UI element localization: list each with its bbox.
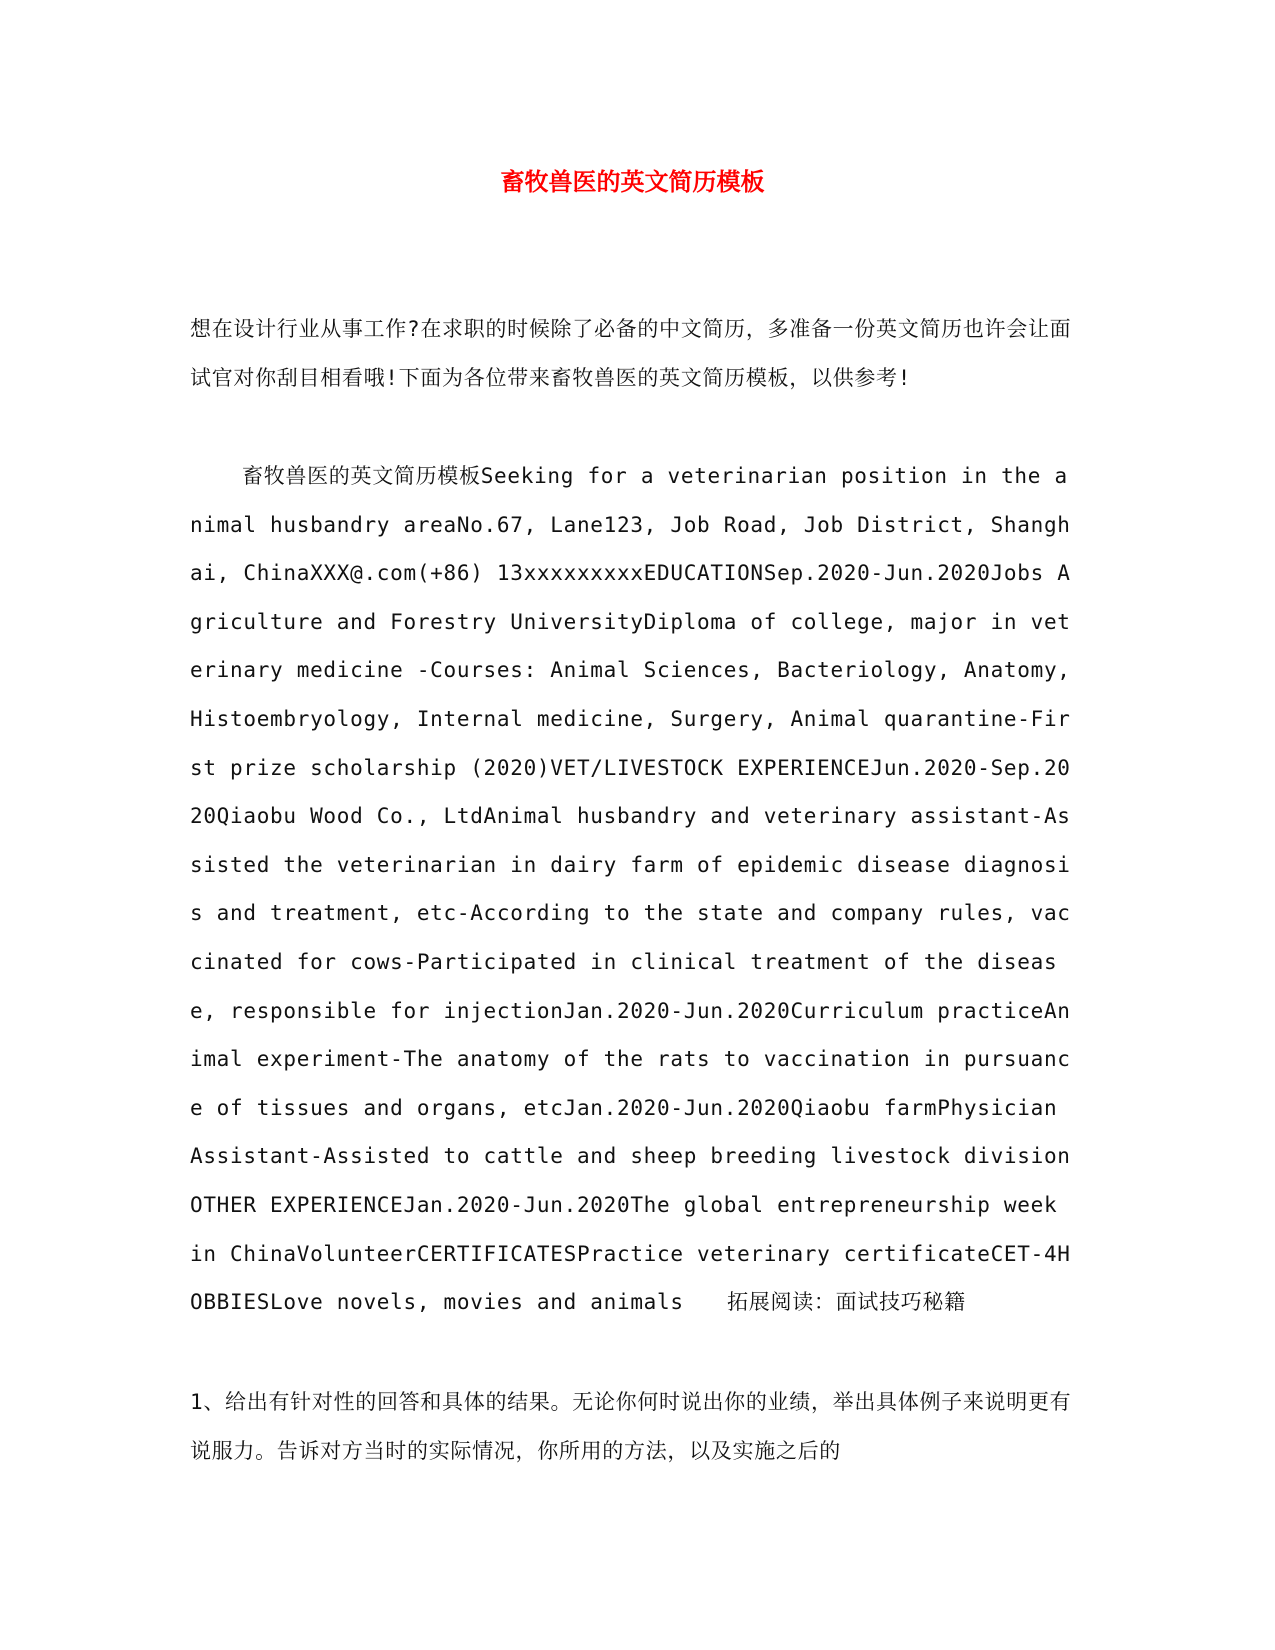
resume-paragraph: 畜牧兽医的英文简历模板Seeking for a veterinarian position in the animal husbandry areaNo.67, Lane123, Job Road, Job District, Shanghai, ChinaXXX@.com(+86) 13xxxxxxxxxEDUCATIONSep.2020-Jun.2020Jobs Agriculture and Forestry UniversityDiploma of college, major in veterinary medicine -Courses: Animal Sciences, Bacteriology, Anatomy, Histoembryology, Internal medicine, Surgery, Animal quarantine-First prize scholarship (2020)VET/LIVESTOCK EXPERIENCEJun.2020-Sep.2020Qiaobu Wood Co., LtdAnimal husbandry and veterinary assistant-Assisted the veterinarian in dairy farm of epidemic disease diagnosis and treatment, etc-According to the state and company rules, vaccinated for cows-Participated in clinical treatment of the disease, responsible for injectionJan.2020-Jun.2020Curriculum practiceAnimal experiment-The anatomy of the rats to vaccination in pursuance of tissues and organs, etcJan.2020-Jun.2020Qiaobu farmPhysician Assistant-Assisted to cattle and sheep breeding livestock divisionOTHER EXPERIENCEJan.2020-Jun.2020The global entrepreneurship week in ChinaVolunteerCERTIFICATESPractice veterinary certificateCET-4HOBBIESLove novels, movies and animals 拓展阅读：面试技巧秘籍: [190, 464, 1071, 1315]
tip-paragraph-1: 1、给出有针对性的回答和具体的结果。无论你何时说出你的业绩，举出具体例子来说明更有说服力。告诉对方当时的实际情况，你所用的方法，以及实施之后的: [190, 1390, 1072, 1463]
document-title: 畜牧兽医的英文简历模板: [500, 167, 765, 196]
intro-paragraph: 想在设计行业从事工作?在求职的时候除了必备的中文简历，多准备一份英文简历也许会让面试官对你刮目相看哦!下面为各位带来畜牧兽医的英文简历模板，以供参考!: [190, 317, 1072, 390]
